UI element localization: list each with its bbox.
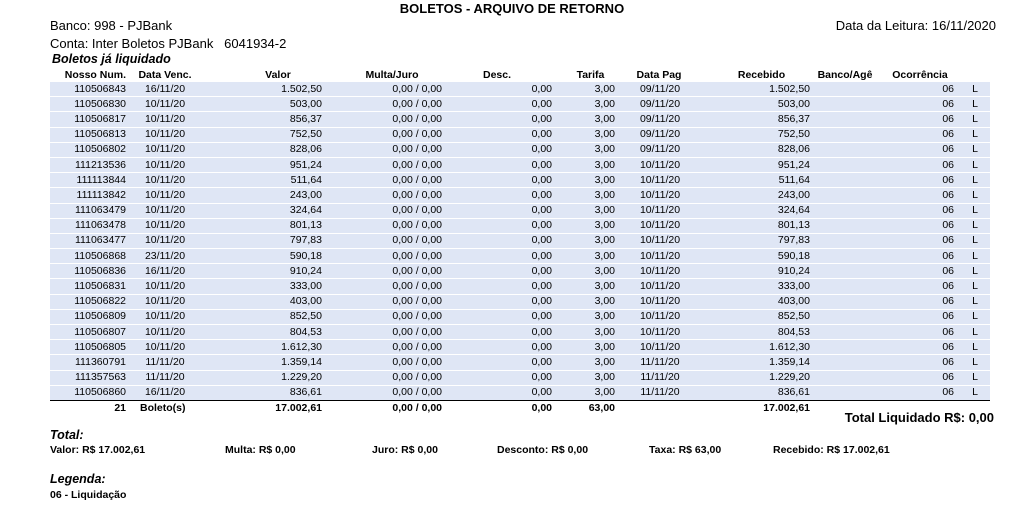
table-row [50, 294, 990, 309]
cell-tarifa: 3,00 [552, 325, 615, 340]
cell-recebido: 403,00 [703, 294, 810, 309]
total-juro: Juro: R$ 0,00 [372, 444, 438, 456]
cell-multa-juro: 0,00 / 0,00 [322, 264, 442, 279]
table-row [50, 173, 990, 188]
cell-data-pag: 10/11/20 [615, 218, 703, 233]
cell-multa-juro: 0,00 / 0,00 [322, 173, 442, 188]
cell-multa-juro: 0,00 / 0,00 [322, 142, 442, 157]
cell-ocorrencia: 06 [880, 218, 960, 233]
cell-banco-age [810, 385, 880, 400]
cell-recebido: 951,24 [703, 157, 810, 172]
cell-recebido: 910,24 [703, 264, 810, 279]
cell-data-venc: 23/11/20 [126, 249, 204, 264]
cell-flag: L [960, 188, 990, 203]
legend-item: 06 - Liquidação [50, 489, 127, 501]
cell-ocorrencia: 06 [880, 264, 960, 279]
cell-tarifa: 3,00 [552, 188, 615, 203]
cell-data-pag: 10/11/20 [615, 203, 703, 218]
cell-banco-age [810, 264, 880, 279]
cell-tarifa: 3,00 [552, 294, 615, 309]
cell-ocorrencia: 06 [880, 82, 960, 97]
cell-recebido: 333,00 [703, 279, 810, 294]
cell-data-venc: 10/11/20 [126, 112, 204, 127]
account-number: 6041934-2 [224, 36, 287, 51]
total-recebido: Recebido: R$ 17.002,61 [773, 444, 890, 456]
cell-data-pag: 10/11/20 [615, 188, 703, 203]
cell-tarifa: 3,00 [552, 233, 615, 248]
cell-nosso-num: 110506809 [50, 309, 126, 324]
cell-recebido: 804,53 [703, 325, 810, 340]
cell-flag: L [960, 157, 990, 172]
cell-banco-age [810, 370, 880, 385]
cell-ocorrencia: 06 [880, 279, 960, 294]
cell-desc: 0,00 [442, 97, 552, 112]
account-label [50, 36, 286, 51]
cell-multa-juro: 0,00 / 0,00 [322, 112, 442, 127]
cell-flag: L [960, 249, 990, 264]
cell-banco-age [810, 309, 880, 324]
footer-count: 21 [50, 400, 126, 416]
cell-valor: 243,00 [204, 188, 322, 203]
cell-ocorrencia: 06 [880, 112, 960, 127]
cell-data-pag: 10/11/20 [615, 279, 703, 294]
cell-data-pag: 10/11/20 [615, 249, 703, 264]
cell-desc: 0,00 [442, 385, 552, 400]
cell-banco-age [810, 142, 880, 157]
total-desconto: Desconto: R$ 0,00 [497, 444, 589, 456]
cell-valor: 856,37 [204, 112, 322, 127]
cell-recebido: 1.229,20 [703, 370, 810, 385]
cell-recebido: 836,61 [703, 385, 810, 400]
col-tarifa: Tarifa [576, 69, 605, 81]
cell-desc: 0,00 [442, 188, 552, 203]
cell-banco-age [810, 188, 880, 203]
cell-banco-age [810, 157, 880, 172]
cell-valor: 910,24 [204, 264, 322, 279]
table-row [50, 97, 990, 112]
col-ocorrencia: Ocorrência [892, 69, 948, 81]
cell-nosso-num: 110506860 [50, 385, 126, 400]
table-row [50, 385, 990, 400]
cell-recebido: 797,83 [703, 233, 810, 248]
table-row [50, 233, 990, 248]
cell-flag: L [960, 112, 990, 127]
cell-valor: 752,50 [204, 127, 322, 142]
cell-tarifa: 3,00 [552, 218, 615, 233]
cell-valor: 324,64 [204, 203, 322, 218]
cell-banco-age [810, 249, 880, 264]
page-title: BOLETOS - ARQUIVO DE RETORNO [399, 1, 625, 16]
table-row [50, 340, 990, 355]
cell-data-pag: 09/11/20 [615, 82, 703, 97]
cell-data-venc: 10/11/20 [126, 188, 204, 203]
cell-data-venc: 10/11/20 [126, 173, 204, 188]
cell-data-pag: 10/11/20 [615, 173, 703, 188]
cell-flag: L [960, 385, 990, 400]
cell-desc: 0,00 [442, 82, 552, 97]
table-row [50, 249, 990, 264]
table-row [50, 309, 990, 324]
footer-data-pag [615, 400, 703, 416]
cell-nosso-num: 111113842 [50, 188, 126, 203]
cell-ocorrencia: 06 [880, 127, 960, 142]
boletos-table [50, 69, 990, 416]
cell-flag: L [960, 279, 990, 294]
table-row [50, 127, 990, 142]
cell-multa-juro: 0,00 / 0,00 [322, 233, 442, 248]
cell-valor: 511,64 [204, 173, 322, 188]
cell-data-venc: 10/11/20 [126, 325, 204, 340]
cell-desc: 0,00 [442, 142, 552, 157]
cell-flag: L [960, 309, 990, 324]
total-valor: Valor: R$ 17.002,61 [50, 444, 146, 456]
cell-ocorrencia: 06 [880, 385, 960, 400]
cell-nosso-num: 110506802 [50, 142, 126, 157]
cell-nosso-num: 110506836 [50, 264, 126, 279]
cell-multa-juro: 0,00 / 0,00 [322, 325, 442, 340]
cell-valor: 801,13 [204, 218, 322, 233]
cell-tarifa: 3,00 [552, 82, 615, 97]
account-name: Conta: Inter Boletos PJBank [50, 36, 214, 51]
cell-tarifa: 3,00 [552, 309, 615, 324]
cell-data-venc: 10/11/20 [126, 157, 204, 172]
table-row [50, 112, 990, 127]
footer-desc: 0,00 [442, 400, 552, 416]
cell-desc: 0,00 [442, 370, 552, 385]
cell-desc: 0,00 [442, 325, 552, 340]
cell-ocorrencia: 06 [880, 355, 960, 370]
cell-flag: L [960, 233, 990, 248]
cell-data-venc: 10/11/20 [126, 279, 204, 294]
cell-data-venc: 10/11/20 [126, 127, 204, 142]
cell-ocorrencia: 06 [880, 249, 960, 264]
cell-tarifa: 3,00 [552, 173, 615, 188]
cell-multa-juro: 0,00 / 0,00 [322, 127, 442, 142]
cell-desc: 0,00 [442, 249, 552, 264]
cell-valor: 333,00 [204, 279, 322, 294]
footer-valor: 17.002,61 [204, 400, 322, 416]
cell-data-venc: 10/11/20 [126, 340, 204, 355]
cell-valor: 503,00 [204, 97, 322, 112]
cell-ocorrencia: 06 [880, 157, 960, 172]
cell-recebido: 828,06 [703, 142, 810, 157]
col-data-venc: Data Venc. [138, 69, 192, 81]
cell-desc: 0,00 [442, 218, 552, 233]
read-date: Data da Leitura: 16/11/2020 [835, 18, 996, 33]
table-row [50, 203, 990, 218]
cell-valor: 590,18 [204, 249, 322, 264]
cell-multa-juro: 0,00 / 0,00 [322, 279, 442, 294]
cell-data-venc: 10/11/20 [126, 294, 204, 309]
table-row [50, 264, 990, 279]
cell-recebido: 1.359,14 [703, 355, 810, 370]
cell-data-venc: 16/11/20 [126, 82, 204, 97]
footer-count-label: Boleto(s) [126, 400, 204, 416]
section-title: Boletos já liquidado [52, 52, 171, 66]
cell-banco-age [810, 294, 880, 309]
cell-banco-age [810, 218, 880, 233]
table-row [50, 370, 990, 385]
table-row [50, 142, 990, 157]
cell-tarifa: 3,00 [552, 340, 615, 355]
cell-tarifa: 3,00 [552, 203, 615, 218]
cell-banco-age [810, 127, 880, 142]
cell-banco-age [810, 279, 880, 294]
cell-nosso-num: 110506805 [50, 340, 126, 355]
cell-data-pag: 11/11/20 [615, 385, 703, 400]
cell-ocorrencia: 06 [880, 309, 960, 324]
cell-data-pag: 10/11/20 [615, 233, 703, 248]
cell-tarifa: 3,00 [552, 264, 615, 279]
cell-tarifa: 3,00 [552, 157, 615, 172]
cell-data-pag: 09/11/20 [615, 112, 703, 127]
cell-valor: 836,61 [204, 385, 322, 400]
cell-data-venc: 10/11/20 [126, 97, 204, 112]
cell-nosso-num: 110506817 [50, 112, 126, 127]
cell-flag: L [960, 355, 990, 370]
cell-desc: 0,00 [442, 340, 552, 355]
cell-desc: 0,00 [442, 203, 552, 218]
col-nosso-num: Nosso Num. [64, 69, 126, 81]
cell-recebido: 852,50 [703, 309, 810, 324]
cell-flag: L [960, 127, 990, 142]
cell-multa-juro: 0,00 / 0,00 [322, 157, 442, 172]
col-data-pag: Data Pag [636, 69, 682, 81]
cell-multa-juro: 0,00 / 0,00 [322, 340, 442, 355]
cell-recebido: 511,64 [703, 173, 810, 188]
cell-multa-juro: 0,00 / 0,00 [322, 309, 442, 324]
cell-recebido: 1.502,50 [703, 82, 810, 97]
table-row [50, 218, 990, 233]
cell-recebido: 752,50 [703, 127, 810, 142]
cell-flag: L [960, 97, 990, 112]
cell-data-pag: 11/11/20 [615, 355, 703, 370]
cell-nosso-num: 110506868 [50, 249, 126, 264]
cell-recebido: 590,18 [703, 249, 810, 264]
cell-nosso-num: 111113844 [50, 173, 126, 188]
col-desc: Desc. [482, 69, 512, 81]
cell-data-pag: 10/11/20 [615, 325, 703, 340]
bank-label: Banco: 998 - PJBank [50, 18, 173, 33]
table-header [50, 69, 990, 82]
cell-data-pag: 10/11/20 [615, 157, 703, 172]
cell-ocorrencia: 06 [880, 233, 960, 248]
cell-nosso-num: 110506813 [50, 127, 126, 142]
cell-multa-juro: 0,00 / 0,00 [322, 385, 442, 400]
col-flag [960, 69, 990, 82]
cell-data-venc: 16/11/20 [126, 385, 204, 400]
cell-ocorrencia: 06 [880, 173, 960, 188]
cell-flag: L [960, 325, 990, 340]
cell-data-pag: 10/11/20 [615, 264, 703, 279]
cell-recebido: 324,64 [703, 203, 810, 218]
cell-flag: L [960, 142, 990, 157]
cell-data-pag: 09/11/20 [615, 142, 703, 157]
table-row [50, 82, 990, 97]
cell-data-venc: 10/11/20 [126, 218, 204, 233]
cell-valor: 403,00 [204, 294, 322, 309]
cell-recebido: 503,00 [703, 97, 810, 112]
cell-valor: 804,53 [204, 325, 322, 340]
cell-tarifa: 3,00 [552, 127, 615, 142]
cell-tarifa: 3,00 [552, 279, 615, 294]
cell-valor: 1.502,50 [204, 82, 322, 97]
cell-valor: 828,06 [204, 142, 322, 157]
cell-multa-juro: 0,00 / 0,00 [322, 188, 442, 203]
cell-desc: 0,00 [442, 294, 552, 309]
cell-desc: 0,00 [442, 355, 552, 370]
cell-valor: 797,83 [204, 233, 322, 248]
cell-tarifa: 3,00 [552, 249, 615, 264]
cell-desc: 0,00 [442, 173, 552, 188]
table-row [50, 325, 990, 340]
cell-data-venc: 10/11/20 [126, 203, 204, 218]
cell-banco-age [810, 203, 880, 218]
cell-data-pag: 09/11/20 [615, 97, 703, 112]
cell-data-venc: 11/11/20 [126, 370, 204, 385]
table-row [50, 157, 990, 172]
cell-data-pag: 11/11/20 [615, 370, 703, 385]
cell-valor: 1.359,14 [204, 355, 322, 370]
cell-data-pag: 10/11/20 [615, 340, 703, 355]
cell-desc: 0,00 [442, 279, 552, 294]
cell-multa-juro: 0,00 / 0,00 [322, 218, 442, 233]
cell-nosso-num: 110506831 [50, 279, 126, 294]
cell-ocorrencia: 06 [880, 294, 960, 309]
cell-ocorrencia: 06 [880, 325, 960, 340]
cell-multa-juro: 0,00 / 0,00 [322, 355, 442, 370]
cell-tarifa: 3,00 [552, 112, 615, 127]
cell-banco-age [810, 340, 880, 355]
cell-flag: L [960, 82, 990, 97]
cell-nosso-num: 110506822 [50, 294, 126, 309]
cell-nosso-num: 111213536 [50, 157, 126, 172]
footer-multa-juro: 0,00 / 0,00 [322, 400, 442, 416]
cell-flag: L [960, 340, 990, 355]
cell-banco-age [810, 82, 880, 97]
cell-data-venc: 10/11/20 [126, 142, 204, 157]
cell-tarifa: 3,00 [552, 355, 615, 370]
table-row [50, 188, 990, 203]
cell-nosso-num: 111063479 [50, 203, 126, 218]
cell-banco-age [810, 233, 880, 248]
cell-recebido: 856,37 [703, 112, 810, 127]
cell-desc: 0,00 [442, 127, 552, 142]
cell-data-pag: 09/11/20 [615, 127, 703, 142]
col-banco-age: Banco/Agê [817, 69, 873, 81]
total-liquidado: Total Liquidado R$: 0,00 [844, 410, 994, 425]
cell-tarifa: 3,00 [552, 370, 615, 385]
footer-tarifa: 63,00 [552, 400, 615, 416]
cell-flag: L [960, 173, 990, 188]
cell-desc: 0,00 [442, 233, 552, 248]
footer-recebido: 17.002,61 [703, 400, 810, 416]
cell-ocorrencia: 06 [880, 142, 960, 157]
cell-multa-juro: 0,00 / 0,00 [322, 370, 442, 385]
cell-nosso-num: 111360791 [50, 355, 126, 370]
cell-nosso-num: 110506843 [50, 82, 126, 97]
cell-ocorrencia: 06 [880, 203, 960, 218]
col-recebido: Recebido [737, 69, 786, 81]
cell-recebido: 243,00 [703, 188, 810, 203]
cell-flag: L [960, 370, 990, 385]
cell-nosso-num: 110506830 [50, 97, 126, 112]
cell-tarifa: 3,00 [552, 385, 615, 400]
cell-recebido: 801,13 [703, 218, 810, 233]
cell-valor: 852,50 [204, 309, 322, 324]
total-taxa: Taxa: R$ 63,00 [649, 444, 722, 456]
cell-ocorrencia: 06 [880, 370, 960, 385]
cell-tarifa: 3,00 [552, 97, 615, 112]
cell-data-venc: 10/11/20 [126, 233, 204, 248]
cell-tarifa: 3,00 [552, 142, 615, 157]
cell-valor: 1.229,20 [204, 370, 322, 385]
cell-nosso-num: 110506807 [50, 325, 126, 340]
cell-ocorrencia: 06 [880, 97, 960, 112]
cell-nosso-num: 111063478 [50, 218, 126, 233]
cell-banco-age [810, 355, 880, 370]
cell-flag: L [960, 294, 990, 309]
cell-nosso-num: 111063477 [50, 233, 126, 248]
table-row [50, 279, 990, 294]
cell-valor: 1.612,30 [204, 340, 322, 355]
cell-desc: 0,00 [442, 157, 552, 172]
cell-banco-age [810, 97, 880, 112]
cell-desc: 0,00 [442, 112, 552, 127]
cell-flag: L [960, 203, 990, 218]
cell-multa-juro: 0,00 / 0,00 [322, 294, 442, 309]
cell-ocorrencia: 06 [880, 340, 960, 355]
cell-valor: 951,24 [204, 157, 322, 172]
legend-heading: Legenda: [50, 472, 106, 486]
cell-data-venc: 10/11/20 [126, 309, 204, 324]
cell-data-venc: 11/11/20 [126, 355, 204, 370]
cell-multa-juro: 0,00 / 0,00 [322, 82, 442, 97]
cell-multa-juro: 0,00 / 0,00 [322, 203, 442, 218]
cell-multa-juro: 0,00 / 0,00 [322, 249, 442, 264]
table-row [50, 355, 990, 370]
cell-banco-age [810, 325, 880, 340]
cell-data-venc: 16/11/20 [126, 264, 204, 279]
cell-data-pag: 10/11/20 [615, 309, 703, 324]
col-multa-juro: Multa/Juro [365, 69, 419, 81]
total-multa: Multa: R$ 0,00 [225, 444, 296, 456]
cell-flag: L [960, 264, 990, 279]
cell-nosso-num: 111357563 [50, 370, 126, 385]
cell-desc: 0,00 [442, 264, 552, 279]
cell-recebido: 1.612,30 [703, 340, 810, 355]
cell-ocorrencia: 06 [880, 188, 960, 203]
cell-flag: L [960, 218, 990, 233]
col-valor: Valor [265, 69, 291, 81]
cell-banco-age [810, 173, 880, 188]
cell-desc: 0,00 [442, 309, 552, 324]
cell-multa-juro: 0,00 / 0,00 [322, 97, 442, 112]
cell-banco-age [810, 112, 880, 127]
totals-heading: Total: [50, 428, 84, 442]
cell-data-pag: 10/11/20 [615, 294, 703, 309]
